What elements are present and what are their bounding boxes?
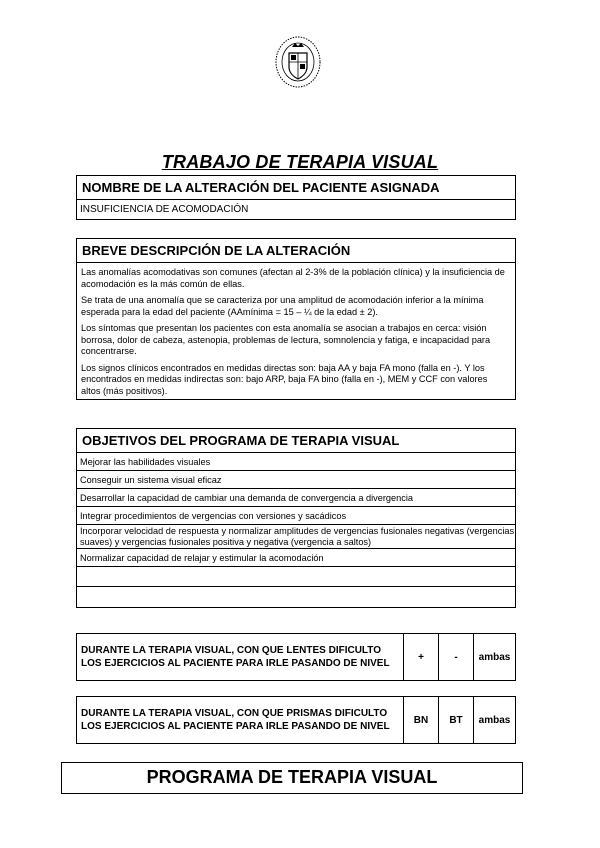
description-header: BREVE DESCRIPCIÓN DE LA ALTERACIÓN xyxy=(77,239,515,263)
document-title: TRABAJO DE TERAPIA VISUAL xyxy=(161,152,439,172)
objective-item: Conseguir un sistema visual eficaz xyxy=(77,471,515,489)
description-body xyxy=(77,263,515,399)
lenses-option-plus[interactable]: + xyxy=(404,634,439,681)
objective-item: Integrar procedimientos de vergencias con versiones y sacádicos xyxy=(77,507,515,525)
lenses-question-text: DURANTE LA TERAPIA VISUAL, CON QUE LENTES DIFICULTO LOS EJERCICIOS AL PACIENTE PARA IRLE PASANDO DE NIVEL xyxy=(77,634,404,681)
prisms-question-text: DURANTE LA TERAPIA VISUAL, CON QUE PRISMAS DIFICULTO LOS EJERCICIOS AL PACIENTE PARA IRLE PASANDO DE NIVEL xyxy=(77,697,404,744)
university-seal-logo xyxy=(273,35,323,90)
objective-item-empty xyxy=(77,587,515,607)
objective-item: Normalizar capacidad de relajar y estimular la acomodación xyxy=(77,549,515,567)
prisms-option-both[interactable]: ambas xyxy=(474,697,516,744)
patient-condition-value: INSUFICIENCIA DE ACOMODACIÓN xyxy=(80,204,249,215)
objectives-header: OBJETIVOS DEL PROGRAMA DE TERAPIA VISUAL xyxy=(77,429,515,453)
lenses-question-table xyxy=(76,633,516,681)
objectives-box xyxy=(76,428,516,608)
lenses-option-both[interactable]: ambas xyxy=(474,634,516,681)
lenses-option-minus[interactable]: - xyxy=(439,634,474,681)
description-paragraph: Las anomalías acomodativas son comunes (afectan al 2-3% de la población clínica) y la insuficiencia de acomodación es la más común de ellas. xyxy=(81,267,505,289)
description-paragraph: Los síntomas que presentan los pacientes con esta anomalía se asocian a trabajos en cerca: visión borrosa, dolor de cabeza, astenopia, problemas de lectura, somnolencia y fatiga, e incapacidad para concentrarse. xyxy=(81,323,491,356)
objective-item: Mejorar las habilidades visuales xyxy=(77,453,515,471)
patient-condition-header: NOMBRE DE LA ALTERACIÓN DEL PACIENTE ASIGNADA xyxy=(77,176,515,200)
program-title: PROGRAMA DE TERAPIA VISUAL xyxy=(61,762,523,794)
objective-item: Desarrollar la capacidad de cambiar una demanda de convergencia a divergencia xyxy=(77,489,515,507)
objective-item: Incorporar velocidad de respuesta y normalizar amplitudes de vergencias fusionales negativas (vergencias suaves) y vergencias fusionales positiva y negativa (vergencia a saltos) xyxy=(77,525,515,549)
description-paragraph: Los signos clínicos encontrados en medidas directas son: baja AA y baja FA mono (falla en -). Y los encontrados en medidas indirectas son: bajo ARP, baja FA bino (falla en -), MEM y CCF con valores altos (más positivos). xyxy=(81,362,488,396)
description-box xyxy=(76,238,516,400)
prisms-question-table xyxy=(76,696,516,744)
prisms-option-base-temporal[interactable]: BT xyxy=(439,697,474,744)
prisms-option-base-nasal[interactable]: BN xyxy=(404,697,439,744)
description-paragraph: Se trata de una anomalía que se caracteriza por una amplitud de acomodación inferior a la mínima esperada para la edad del paciente (AAmínima = 15 – ¼ de la edad ± 2). xyxy=(81,295,484,317)
patient-condition-box xyxy=(76,175,516,220)
objective-item-empty xyxy=(77,567,515,587)
